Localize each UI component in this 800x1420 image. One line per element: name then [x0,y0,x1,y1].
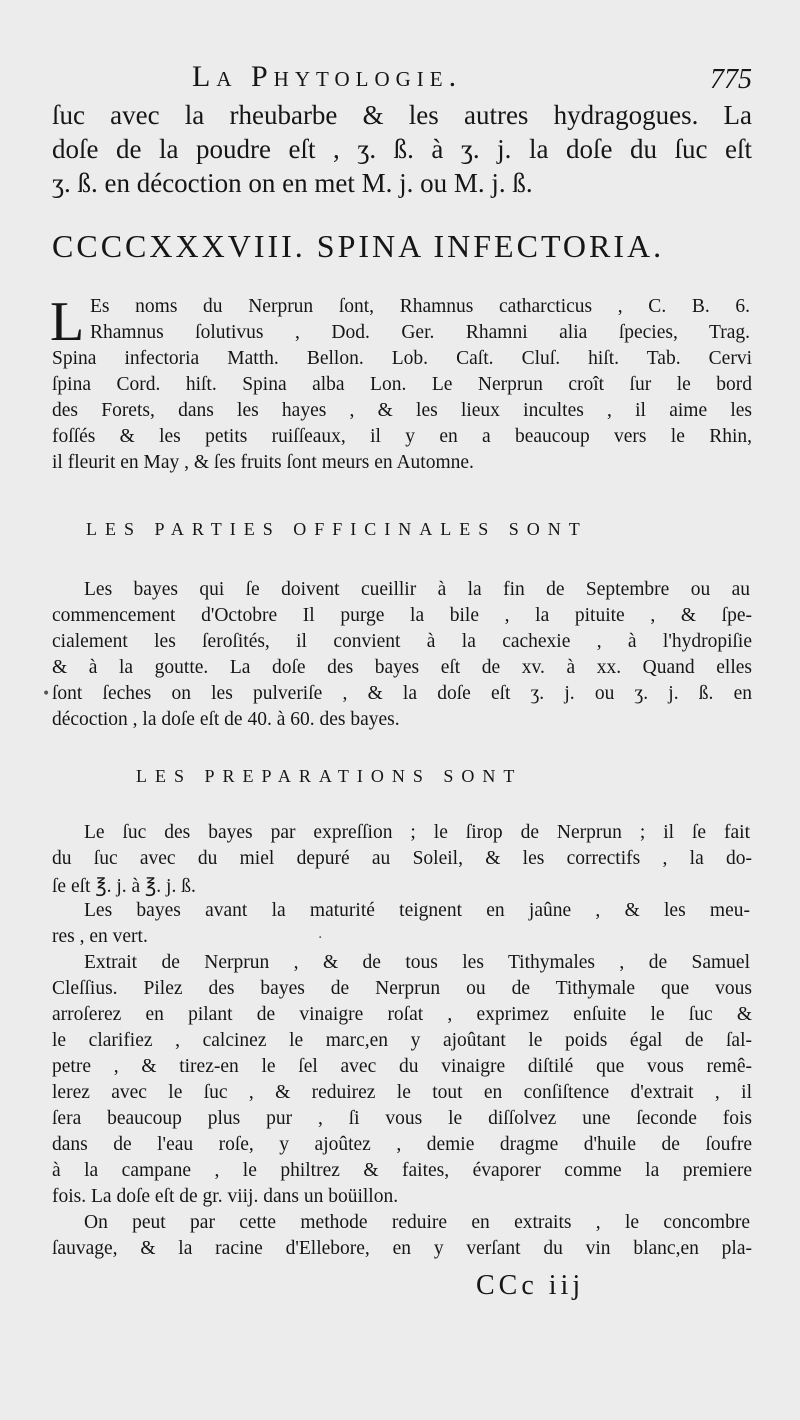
text-line: ſe eſt ℥. j. à ℥. j. ß. [52,876,196,897]
preparations-heading: LES PREPARATIONS SONT [136,766,523,786]
text-line: ſpina Cord. hiſt. Spina alba Lon. Le Nerprun croît ſur le bord [52,374,752,395]
text-line: il fleurit en May , & ſes fruits ſont meurs en Automne. [52,452,474,473]
text-line: Cleſſius. Pilez des bayes de Nerprun ou de Tithymale que vous [52,978,752,999]
text-line: du ſuc avec du miel depuré au Soleil, & les correctifs , la do- [52,848,752,869]
text-line: foſſés & les petits ruiſſeaux, il y en a beaucoup vers le Rhin, [52,426,752,447]
text-line: ſauvage, & la racine d'Ellebore, en y verſant du vin blanc,en pla- [52,1238,752,1259]
page-header [52,60,752,100]
text-line: Le ſuc des bayes par expreſſion ; le ſirop de Nerprun ; il ſe fait [84,822,750,843]
page-signature: CCc iij [476,1270,585,1301]
margin-mark: · [318,930,323,946]
text-line: & à la goutte. La doſe des bayes eſt de xv. à xx. Quand elles [52,657,752,678]
text-line: res , en vert. [52,926,148,947]
text-line: ſont ſeches on les pulveriſe , & la doſe eſt ʒ. j. ou ʒ. j. ß. en [52,683,752,704]
text-line: cialement les ſeroſités, il convient à la cachexie , à l'hydropiſie [52,631,752,652]
page-number: 775 [710,64,752,95]
text-line: arroſerez en pilant de vinaigre roſat , exprimez enſuite le ſuc & [52,1004,752,1025]
text-line: le clarifiez , calcinez le marc,en y ajoûtant le poids égal de ſal- [52,1030,752,1051]
text-line: lerez avec le ſuc , & reduirez le tout en conſiſtence d'extrait , il [52,1082,752,1103]
text-line: On peut par cette methode reduire en extraits , le concombre [84,1212,750,1233]
text-line: dans de l'eau roſe, y ajoûtez , demie dragme d'huile de ſoufre [52,1134,752,1155]
text-line: Es noms du Nerprun ſont, Rhamnus catharcticus , C. B. 6. [90,296,750,317]
text-line: fois. La doſe eſt de gr. viij. dans un boüillon. [52,1186,399,1207]
parties-heading: LES PARTIES OFFICINALES SONT [86,519,588,539]
text-line: Les bayes avant la maturité teignent en jaûne , & les meu- [84,900,750,921]
text-line: des Forets, dans les hayes , & les lieux incultes , il aime les [52,400,752,421]
text-line: Spina infectoria Matth. Bellon. Lob. Caſt. Cluſ. hiſt. Tab. Cervi [52,348,752,369]
text-line: à la campane , le philtrez & faites, évaporer comme la premiere [52,1160,752,1181]
text-line: doſe de la poudre eſt , ʒ. ß. à ʒ. j. la doſe du ſuc eſt [52,134,752,164]
text-line: ʒ. ß. en décoction on en met M. j. ou M. j. ß. [52,168,533,198]
drop-cap: L [50,291,85,353]
text-line: commencement d'Octobre Il purge la bile , la pituite , & ſpe- [52,605,752,626]
text-line: Les bayes qui ſe doivent cueillir à la fin de Septembre ou au [84,579,750,600]
running-head: La Phytologie. [192,60,463,93]
section-heading: CCCCXXXVIII. SPINA INFECTORIA. [52,228,665,264]
text-line: Rhamnus ſolutivus , Dod. Ger. Rhamni alia ſpecies, Trag. [90,322,750,343]
text-line: petre , & tirez-en le ſel avec du vinaigre diſtilé que vous remê- [52,1056,752,1077]
margin-mark: • [42,686,51,702]
text-line: ſera beaucoup plus pur , ſi vous le diſſolvez une ſeconde fois [52,1108,752,1129]
text-line: ſuc avec la rheubarbe & les autres hydragogues. La [52,100,752,130]
text-line: décoction , la doſe eſt de 40. à 60. des bayes. [52,709,400,730]
text-line: Extrait de Nerprun , & de tous les Tithymales , de Samuel [84,952,750,973]
